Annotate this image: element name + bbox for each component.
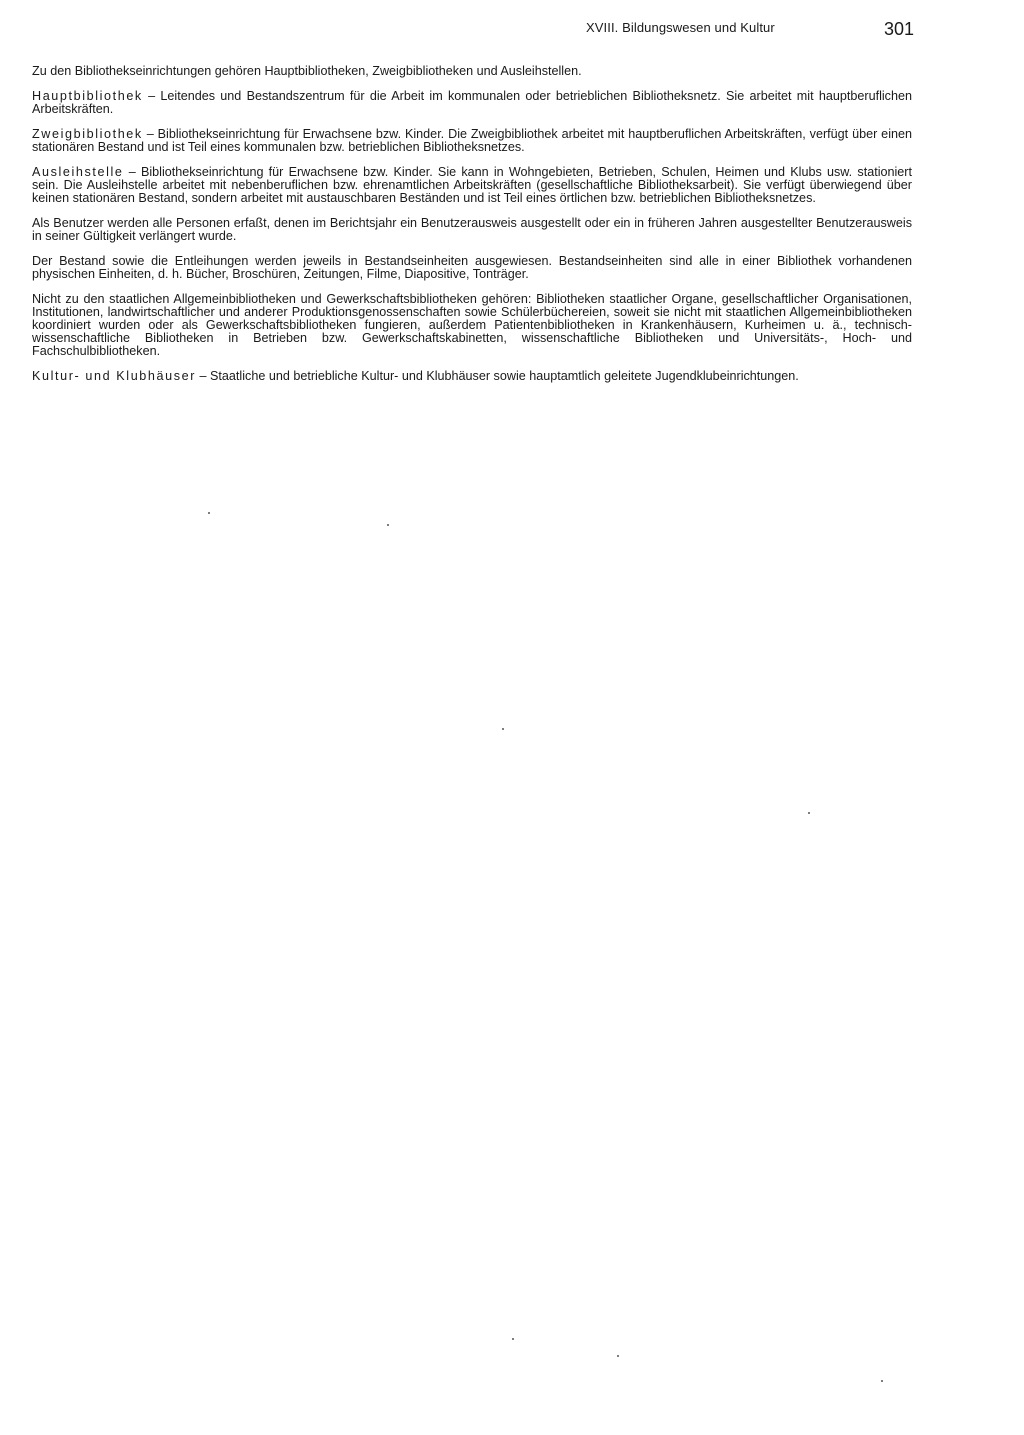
page-number: 301 — [884, 19, 915, 39]
paragraph-bestand — [32, 255, 912, 281]
running-head: XVIII. Bildungswesen und Kultur — [586, 20, 775, 35]
scan-speck — [881, 1380, 883, 1382]
scan-speck — [512, 1338, 514, 1340]
definition-text: – Staatliche und betriebliche Kultur- und Klubhäuser sowie hauptamtlich geleitete Jugendklubeinrichtungen. — [196, 369, 799, 383]
paragraph-exclusions — [32, 293, 912, 358]
definition-term: Zweigbibliothek — [32, 127, 143, 141]
scan-speck — [808, 812, 810, 814]
scan-speck — [208, 512, 210, 514]
definition-term: Hauptbibliothek — [32, 89, 143, 103]
definition-text: – Bibliothekseinrichtung für Erwachsene bzw. Kinder. Die Zweigbibliothek arbeitet mit hauptberuflichen Arbeitskräften, verfügt über einen stationären Bestand und ist Teil eines kommunalen bzw. betrieblichen Bibliotheksnetzes. — [32, 127, 912, 154]
paragraph-benutzer — [32, 217, 912, 243]
scan-speck — [617, 1355, 619, 1357]
definition-term: Ausleihstelle — [32, 165, 124, 179]
definition-term: Kultur- und Klubhäuser — [32, 369, 197, 383]
scan-speck — [502, 728, 504, 730]
paragraph-text: Der Bestand sowie die Entleihungen werden jeweils in Bestandseinheiten ausgewiesen. Bestandseinheiten sind alle in einer Bibliothek vorhandenen physischen Einheiten, d. h. Bücher, Broschüren, Zeitungen, Filme, Diapositive, Tonträger. — [32, 254, 912, 281]
definition-ausleihstelle — [32, 166, 912, 205]
paragraph-text: Zu den Bibliothekseinrichtungen gehören Hauptbibliotheken, Zweigbibliotheken und Ausleihstellen. — [32, 64, 582, 78]
paragraph-text: Nicht zu den staatlichen Allgemeinbibliotheken und Gewerkschaftsbibliotheken gehören: Bibliotheken staatlicher Organe, gesellschaftlicher Organisationen, Institutionen, landwirtschaftlicher und anderer Produktionsgenossenschaften sowie Schülerbüchereien, soweit sie nicht mit staatlichen Allgemeinbibliotheken koordiniert wurden oder als Gewerkschaftsbibliotheken fungieren, außerdem Patientenbibliotheken in Krankenhäusern, Kurheimen u. ä., technisch-wissenschaftliche Bibliotheken in Betrieben bzw. Gewerkschaftskabinetten, wissenschaftliche Bibliotheken und Universitäts-, Hoch- und Fachschulbibliotheken. — [32, 292, 912, 358]
definition-zweigbibliothek — [32, 128, 912, 154]
paragraph-intro — [32, 65, 912, 78]
page-body — [32, 65, 912, 395]
scan-speck — [387, 524, 389, 526]
definition-text: – Bibliothekseinrichtung für Erwachsene bzw. Kinder. Sie kann in Wohngebieten, Betrieben, Schulen, Heimen und Klubs usw. stationiert sein. Die Ausleihstelle arbeitet mit nebenberuflichen bzw. ehrenamtlichen Arbeitskräften (gesellschaftliche Bibliotheksarbeit). Sie verfügt überwiegend über keinen stationären Bestand, sondern arbeitet mit austauschbaren Beständen und ist Teil eines örtlichen bzw. betrieblichen Bibliotheksnetzes. — [32, 165, 912, 205]
definition-kulturhaeuser — [32, 370, 912, 383]
definition-text: – Leitendes und Bestandszentrum für die Arbeit im kommunalen oder betrieblichen Bibliotheksnetz. Sie arbeitet mit hauptberuflichen Arbeitskräften. — [32, 89, 912, 116]
definition-hauptbibliothek — [32, 90, 912, 116]
paragraph-text: Als Benutzer werden alle Personen erfaßt, denen im Berichtsjahr ein Benutzerausweis ausgestellt oder ein in früheren Jahren ausgestellter Benutzerausweis in seiner Gültigkeit verlängert wurde. — [32, 216, 912, 243]
